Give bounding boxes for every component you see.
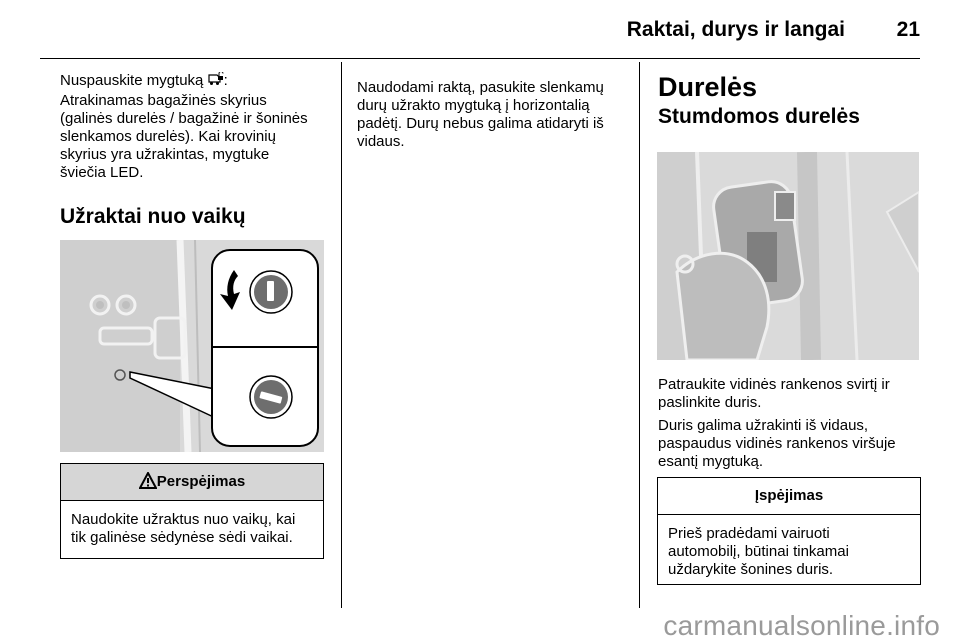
column-2 (357, 79, 627, 151)
column-3 (658, 72, 920, 128)
notice-box-header: Įspėjimas (658, 478, 920, 515)
notice-box (657, 477, 921, 585)
body-line: (galinės durelės / bagažinė ir šoninės (60, 110, 308, 127)
body-line: paspaudus vidinės rankenos viršuje (658, 435, 896, 452)
warning-triangle-icon (139, 467, 157, 503)
column-divider-right (639, 62, 640, 608)
body-line: Atrakinamas bagažinės skyrius (60, 92, 267, 109)
body-line: esantį mygtuką. (658, 453, 764, 470)
body-line: vidaus. (357, 133, 405, 150)
warning-box-header (61, 464, 323, 501)
body-line: šviečia LED. (60, 164, 144, 181)
column-3-body (658, 376, 920, 471)
warning-title: Perspėjimas (156, 473, 246, 490)
chapter-heading: Durelės (658, 72, 758, 102)
sliding-door-handle-illustration (657, 152, 919, 360)
watermark: carmanualsonline.info (663, 610, 940, 641)
column-divider-left (341, 62, 342, 608)
body-line: skyrius yra užrakintas, mygtuke (60, 146, 270, 163)
header-divider (40, 58, 920, 59)
body-line: slenkamos durelės). Kai krovinių (60, 128, 276, 145)
body-line: Naudodami raktą, pasukite slenkamų (357, 79, 604, 96)
body-line: Nuspauskite mygtuką : (60, 72, 328, 92)
child-lock-illustration (60, 240, 324, 452)
column-1 (60, 72, 328, 226)
section-heading-sliding-doors: Stumdomos durelės (658, 105, 860, 128)
body-line: padėtį. Durų nebus galima atidaryti iš (357, 115, 604, 132)
body-line: durų užrakto mygtuką į horizontalią (357, 97, 590, 114)
body-line: paslinkite duris. (658, 394, 762, 411)
van-cargo-unlock-icon (208, 72, 224, 92)
section-heading-child-locks: Užraktai nuo vaikų (60, 205, 246, 228)
body-line: Duris galima užrakinti iš vidaus, (658, 417, 869, 434)
body-line: Patraukite vidinės rankenos svirtį ir (658, 376, 890, 393)
notice-text: Prieš pradėdami vairuoti automobilį, būtinai tinkamai uždarykite šonines duris. (668, 525, 849, 578)
warning-box (60, 463, 324, 559)
warning-text: Naudokite užraktus nuo vaikų, kai tik galinėse sėdynėse sėdi vaikai. (71, 511, 296, 546)
running-header-title: Raktai, durys ir langai (626, 18, 845, 41)
page-number: 21 (896, 18, 920, 41)
